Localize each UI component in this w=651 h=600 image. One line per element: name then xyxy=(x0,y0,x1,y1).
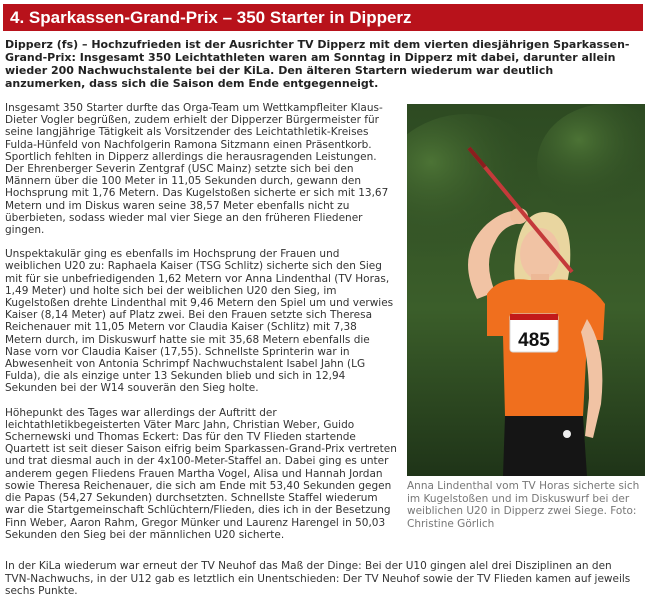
body-paragraph-3: Höhepunkt des Tages war allerdings der Auftritt der leichtathletikbegeisterten Väter Marc Jahn, Christian Weber, Guido Schernewski und Thomas Eckert: Das für den TV Flieden startende Quartett ist seit dieser Saison eifrig beim Sparkassen-Grand-Prix vertreten und trat diesmal auch in der 4x100-Meter-Staffel an. Dabei ging es unter anderem gegen Fliedens Frauen Martha Vogel, Alisa und Hannah Jordan sowie Theresa Reichenauer, die sich am Ende mit 53,40 Sekunden gegen die Papas (54,27 Sekunden) durchsetzten. Schnellste Staffel wiederum war die Startgemeinschaft Schlüchtern/Flieden, dies ich in der Besetzung Finn Weber, Aaron Rahm, Gregor Münker und Laurenz Harengel in 50,03 Sekunden den Sieg bei der männlichen U20 sicherte. xyxy=(5,406,397,541)
article-body xyxy=(5,102,397,553)
body-paragraph-1: Insgesamt 350 Starter durfte das Orga-Team um Wettkampfleiter Klaus-Dieter Vogler begrüßen, zudem erhielt der Dipperzer Bürgermeister für seine langjährige Tätigkeit als Vorsitzender des Leichtathletik-Kreises Fulda-Hünfeld von Nachfolgerin Ramona Sitzmann einen Präsentkorb. Sportlich fehlten in Dipperz allerdings die herausragenden Leistungen. Der Ehrenberger Severin Zentgraf (USC Mainz) setzte sich bei den Männern über die 100 Meter in 11,05 Sekunden durch, gewann den Hochsprung mit 1,76 Metern. Das Kugelstoßen sicherte er sich mit 13,67 Metern und im Diskus waren seine 38,57 Meter ebenfalls nicht zu überbieten, sodass wieder mal vier Siege an den früheren Fliedener gingen. xyxy=(5,102,389,237)
article-title: 4. Sparkassen-Grand-Prix – 350 Starter in Dipperz xyxy=(3,4,643,31)
bottom-paragraph: In der KiLa wiederum war erneut der TV Neuhof das Maß der Dinge: Bei der U10 gingen alel drei Disziplinen an den TVN-Nachwuchs, in der U12 gab es letztlich ein Unentschieden: Der TV Neuhof sowie der TV Flieden kamen auf jeweils sechs Punkte. xyxy=(5,560,631,597)
article-figure xyxy=(407,104,645,530)
body-paragraph-2: Unspektakulär ging es ebenfalls im Hochsprung der Frauen und weiblichen U20 zu: Raphaela Kaiser (TSG Schlitz) sicherte sich den Sieg mit für sie unbefriedigenden 1,62 Metern vor Anna Lindenthal (TV Horas, 1,49 Meter) und holte sich bei der weiblichen U20 den Sieg, im Kugelstoßen drehte Lindenthal mit 9,46 Metern den Spiel um und verwies Kaiser (8,14 Meter) auf Platz zwei. Bei den Frauen setzte sich Theresa Reichenauer mit 11,05 Metern vor Claudia Kaiser (Schlitz) mit 7,38 Metern durch, im Diskuswurf hatte sie mit 35,68 Metern ebenfalls die Nase vorn vor Claudia Kaiser (17,55). Schnellste Sprinterin war in Abwesenheit von Antonia Schrimpf Nachwuchstalent Isabel Jahn (LG Fulda), die als einzige unter 13 Sekunden blieb und sich in 12,94 Sekunden bei der W14 souverän den Sieg holte. xyxy=(5,248,394,395)
bib-number: 485 xyxy=(518,330,550,351)
article-lead: Dipperz (fs) – Hochzufrieden ist der Ausrichter TV Dipperz mit dem vierten diesjährigen Sparkassen-Grand-Prix: Insgesamt 350 Leichtathleten waren am Sonntag in Dipperz mit dabei, darunter allein wieder 200 Nachwuchstalente bei der KiLa. Den älteren Startern wiederum war deutlich anzumerken, dass sich die Saison dem Ende entgegenneigt. xyxy=(5,38,630,90)
athlete-photo xyxy=(407,104,645,476)
photo-caption: Anna Lindenthal vom TV Horas sicherte sich im Kugelstoßen und im Diskuswurf bei der weiblichen U20 in Dipperz zwei Siege. Foto: Christine Görlich xyxy=(407,480,640,530)
